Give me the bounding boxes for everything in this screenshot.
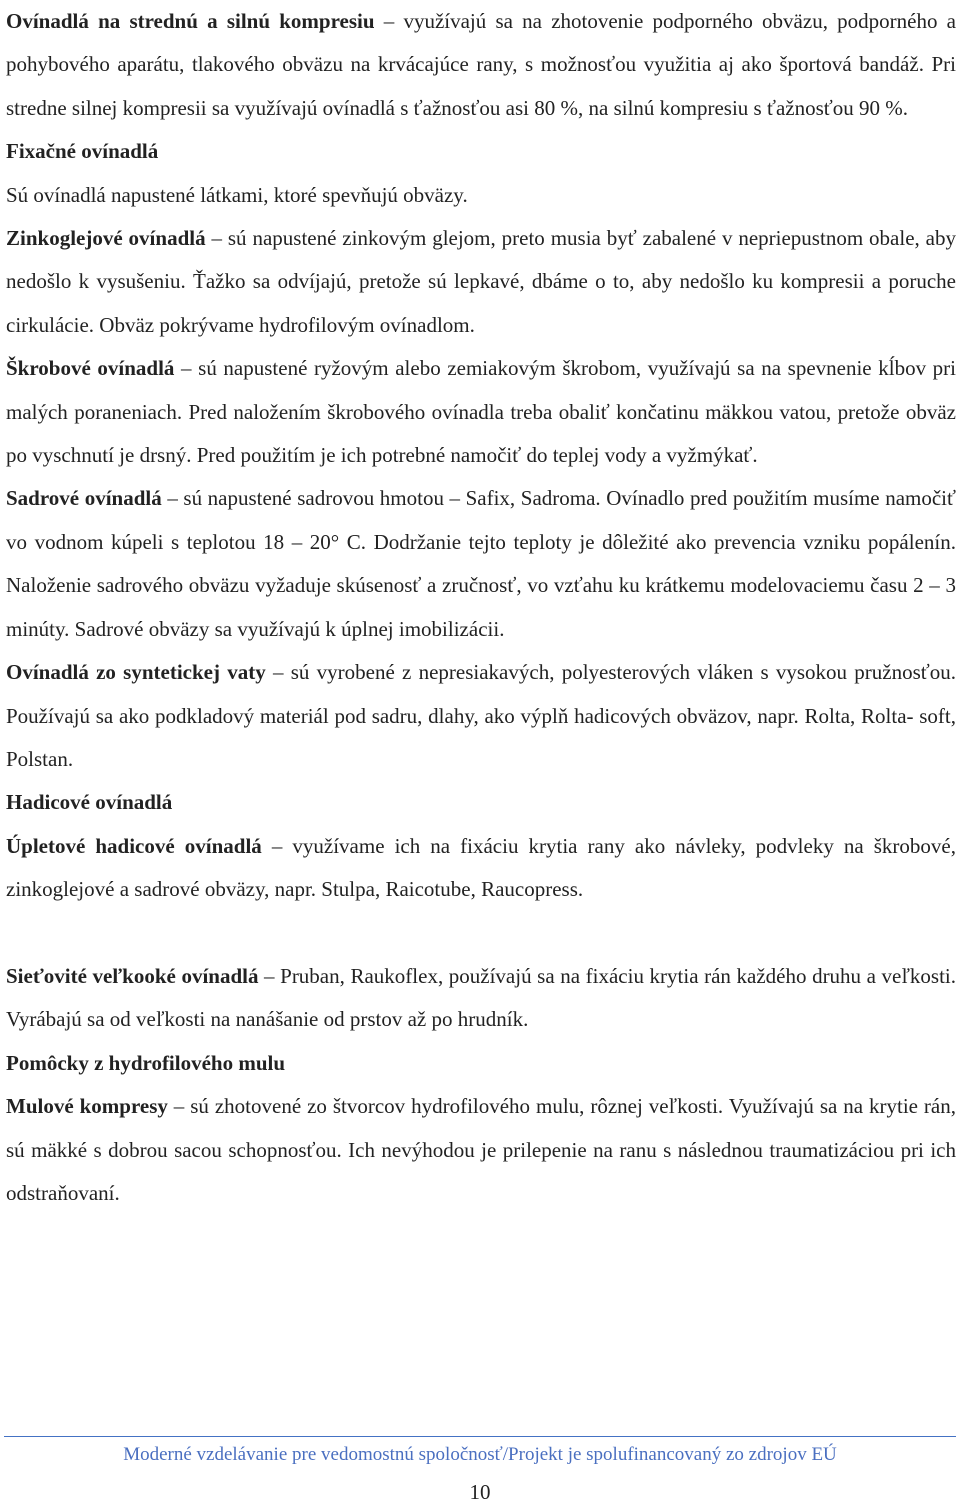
paragraph-term: Mulové kompresy [6, 1094, 168, 1119]
paragraph-term: Úpletové hadicové ovínadlá [6, 833, 262, 858]
paragraph-term: Zinkoglejové ovínadlá [6, 226, 206, 251]
paragraph-starch [6, 347, 956, 477]
paragraph-strong-compression [6, 0, 956, 130]
document-body [6, 0, 956, 1215]
paragraph-synthetic-wadding [6, 651, 956, 781]
paragraph-text: – sú napustené zinkovým glejom, preto musia byť zabalené v nepriepustnom obale, aby nedošlo k vysušeniu. Ťažko sa odvíjajú, pretože sú lepkavé, dbáme o to, aby nedošlo ku kompresii a poruche cirkulácie. Obväz pokrývame hydrofilovým ovínadlom. [6, 226, 956, 337]
paragraph-term: Ovínadlá zo syntetickej vaty [6, 660, 266, 685]
paragraph-text: – využívajú sa na zhotovenie podporného obväzu, podporného a pohybového aparátu, tlakového obväzu na krvácajúce rany, s možnosťou využitia aj ako športová bandáž. Pri stredne silnej kompresii sa využívajú ovínadlá s ťažnosťou asi 80 %, na silnú kompresiu s ťažnosťou 90 %. [6, 9, 956, 120]
section-heading: Hadicové ovínadlá [6, 790, 173, 815]
paragraph-text: – sú zhotovené zo štvorcov hydrofilového mulu, rôznej veľkosti. Využívajú sa na krytie rán, sú mäkké s dobrou sacou schopnosťou. Ich nevýhodou je prilepenie na ranu s následnou traumatizáciou pri ich odstraňovaní. [6, 1094, 956, 1205]
paragraph-term: Sadrové ovínadlá [6, 486, 162, 511]
paragraph-gauze-compresses [6, 1085, 956, 1215]
paragraph-text: – sú napustené sadrovou hmotou – Safix, Sadroma. Ovínadlo pred použitím musíme namočiť vo vodnom kúpeli s teplotou 18 – 20° C. Dodržanie tejto teploty je dôležité ako prevencia vzniku popálenín. Naloženie sadrového obväzu vyžaduje skúsenosť a zručnosť, vo vzťahu ku krátkemu modelovaciemu času 2 – 3 minúty. Sadrové obväzy sa využívajú k úplnej imobilizácii. [6, 486, 956, 641]
page-number: 10 [469, 1480, 491, 1504]
paragraph-text: – Pruban, Raukoflex, používajú sa na fixáciu krytia rán každého druhu a veľkosti. Vyrábajú sa od veľkosti na nanášanie od prstov až po hrudník. [6, 963, 956, 1032]
paragraph-term: Škrobové ovínadlá [6, 356, 175, 381]
footer-divider [4, 1436, 956, 1437]
paragraph-text: Sú ovínadlá napustené látkami, ktoré spevňujú obväzy. [6, 182, 468, 207]
paragraph-text: – sú vyrobené z nepresiakavých, polyesterových vláken s vysokou pružnosťou. Používajú sa ako podkladový materiál pod sadru, dlahy, ako výplň hadicových obväzov, napr. Rolta, Rolta- soft, Polstan. [6, 660, 957, 771]
section-heading: Fixačné ovínadlá [6, 139, 159, 164]
heading-gauze-aids [6, 1042, 956, 1085]
paragraph-term: Sieťovité veľkooké ovínadlá [6, 963, 259, 988]
paragraph-fixation-intro [6, 174, 956, 217]
paragraph-knitted-tubular [6, 825, 956, 912]
footer-project-note: Moderné vzdelávanie pre vedomostnú spoločnosť/Projekt je spolufinancovaný zo zdrojov EÚ [123, 1444, 837, 1465]
paragraph-zinc-glue [6, 217, 956, 347]
paragraph-term: Ovínadlá na strednú a silnú kompresiu [6, 9, 375, 33]
paragraph-mesh-bandages [6, 955, 956, 1042]
heading-tubular-bandages [6, 781, 956, 824]
paragraph-plaster [6, 477, 956, 651]
section-heading: Pomôcky z hydrofilového mulu [6, 1050, 286, 1075]
heading-fixation-bandages [6, 130, 956, 173]
paragraph-text: – sú napustené ryžovým alebo zemiakovým škrobom, využívajú sa na spevnenie kĺbov pri malých poraneniach. Pred naložením škrobového ovínadla treba obaliť končatinu mäkkou vatou, pretože obväz po vyschnutí je drsný. Pred použitím je ich potrebné namočiť do teplej vody a vyžmýkať. [6, 356, 956, 468]
paragraph-text: – využívame ich na fixáciu krytia rany ako návleky, podvleky na škrobové, zinkoglejové a sadrové obväzy, napr. Stulpa, Raicotube, Raucopress. [6, 833, 956, 902]
